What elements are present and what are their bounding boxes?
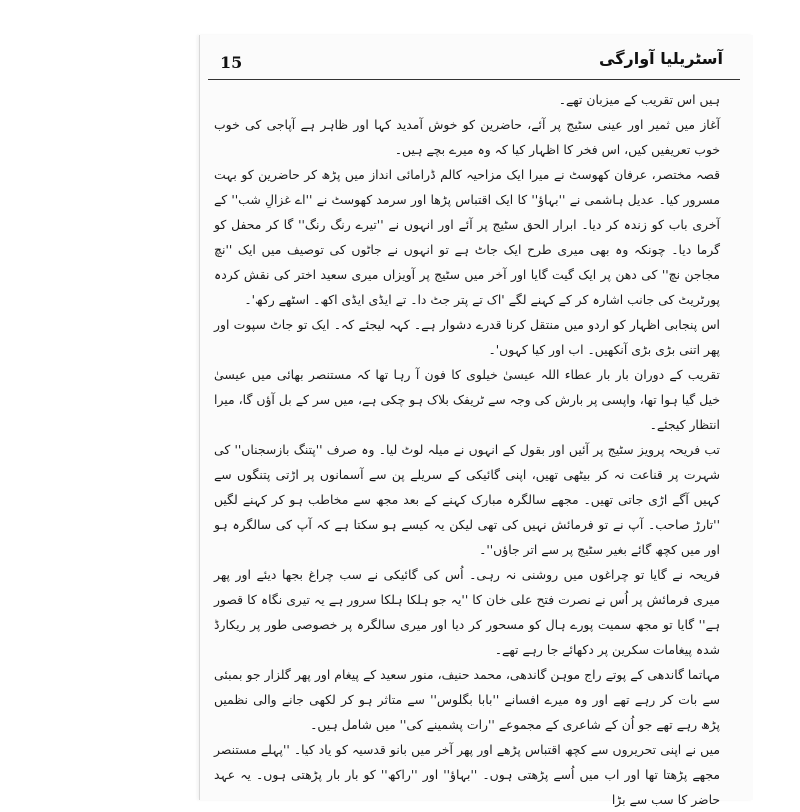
header-rule [208,79,740,80]
paragraph-1: ہیں اس تقریب کے میزبان تھے۔ [558,92,720,107]
page-header [200,35,753,95]
paragraph-8: مہاتما گاندھی کے پوتے راج موہن گاندھی، محمد حنیف، منور سعید کے پیغام اور پھر گلزار جو بمبئی سے بات کر رہے تھے اور وہ میرے افسانے ''بابا بگلوس'' سے متاثر ہو کر لکھی جانے والی نظمیں پڑھ رہے تھے جو اُن کے شاعری کے مجموعے ''رات پشمینے کی'' میں شامل ہیں۔ [214,667,720,732]
paragraph-6: تب فریحہ پرویز سٹیج پر آئیں اور بقول کے انہوں نے میلہ لوٹ لیا۔ وہ صرف ''پتنگ بازسجناں'' کی شہرت پر قناعت نہ کر بیٹھی تھیں، اپنی گائیکی کے سریلے پن سے آسمانوں پر اڑتی پتنگوں سے کہیں آگے اڑی جاتی تھیں۔ مجھے سالگرہ مبارک کہنے کے بعد مجھ سے مخاطب ہو کر کہنے لگیں ''تارڑ صاحب۔ آپ نے تو فرمائش نہیں کی تھی لیکن یہ کیسے ہو سکتا ہے کہ آپ کی سالگرہ ہو اور میں کچھ گائے بغیر سٹیج پر سے اتر جاؤں''۔ [214,442,720,557]
paragraph-7: فریحہ نے گایا تو چراغوں میں روشنی نہ رہی۔ اُس کی گائیکی نے سب چراغ بجھا دیئے اور پھر میری فرمائش پر اُس نے نصرت فتح علی خان کا ''یہ جو ہلکا ہلکا سرور ہے یہ تیری نگاہ کا قصور ہے'' گایا تو مجھ سمیت پورے ہال کو مسحور کر دیا اور میری سالگرہ پر خصوصی طور پر ریکارڈ شدہ پیغامات سکرین پر دکھائے جا رہے تھے۔ [214,567,720,657]
paragraph-4: اس پنجابی اظہار کو اردو میں منتقل کرنا قدرے دشوار ہے۔ کہہ لیجئے کہ۔ ایک تو جاٹ سپوت اور پھر اتنی بڑی بڑی آنکھیں۔ اب اور کیا کہوں'۔ [214,317,720,357]
page-body [214,87,720,807]
paragraph-3: قصہ مختصر، عرفان کھوسٹ نے میرا ایک مزاحیہ کالم ڈرامائی انداز میں پڑھ کر حاضرین کو بہت مسرور کیا۔ عدیل ہاشمی نے ''بہاؤ'' کا ایک اقتباس پڑھا اور سرمد کھوسٹ نے ''اے غزالِ شب'' کے آخری باب کو زندہ کر دیا۔ ابرار الحق سٹیج پر آئے اور انہوں نے ''تیرے رنگ رنگ'' گا کر محفل کو گرما دیا۔ چونکہ وہ بھی میری طرح ایک جاٹ ہے تو انہوں نے جاٹوں کی توصیف میں ایک ''نچ مجاجن نچ'' کی دھن پر ایک گیت گایا اور آخر میں سٹیج پر آویزاں میری سعید اختر کی نقش کردہ پورٹریٹ کی جانب اشارہ کر کے کہنے لگے 'اک تے پتر جٹ دا۔ تے ایڈی ایڈی اکھ۔ اسٹھے رکھ'۔ [214,167,720,307]
book-page [199,35,753,807]
paragraph-2: آغاز میں ثمیر اور عینی سٹیج پر آئے، حاضرین کو خوش آمدید کہا اور ظاہر ہے آپاجی کی خوب خوب تعریفیں کیں، اس فخر کا اظہار کیا کہ وہ میرے بچے ہیں۔ [214,117,720,157]
paragraph-9: میں نے اپنی تحریروں سے کچھ اقتباس پڑھے اور پھر آخر میں بانو قدسیہ کو یاد کیا۔ ''پہلے مستنصر مجھے پڑھتا تھا اور اب میں اُسے پڑھتی ہوں۔ ''بہاؤ'' اور ''راکھ'' کو بار بار پڑھتی ہوں۔ یہ عہد حاضر کا سب سے بڑا [214,742,720,807]
page-number: 15 [220,53,243,72]
paragraph-5: تقریب کے دوران بار بار عطاء اللہ عیسیٰ خیلوی کا فون آ رہا تھا کہ مستنصر بھائی میں عیسیٰ خیل گیا ہوا تھا، واپسی پر بارش کی وجہ سے ٹریفک بلاک ہو چکی ہے، میں سر کے بل آؤں گا، میرا انتظار کیجئے۔ [214,367,720,432]
running-title: آسٹریلیا آوارگی [599,49,723,68]
